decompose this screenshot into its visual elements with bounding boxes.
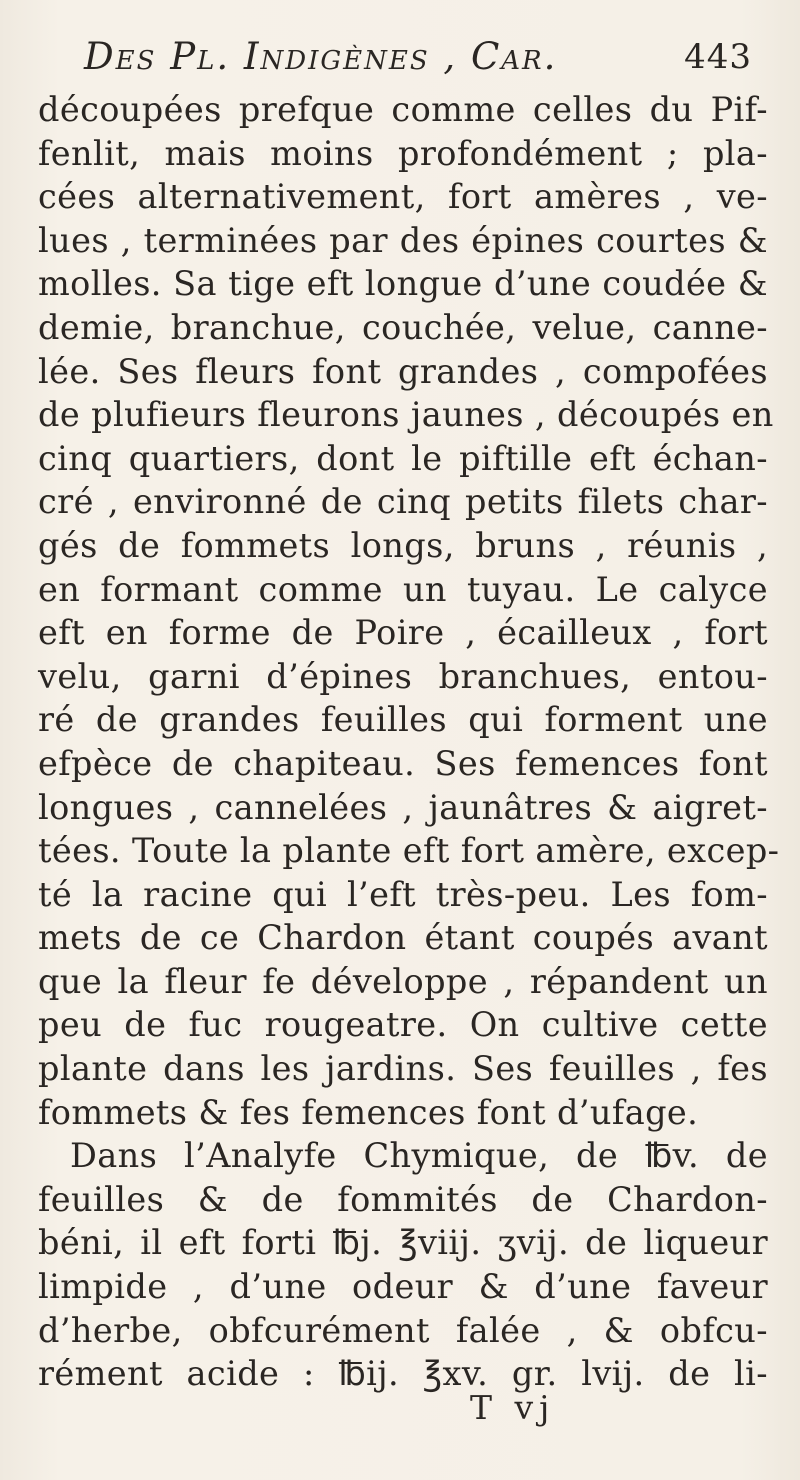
page-number: 443 [684, 37, 752, 77]
text-line: feuilles & de fommités de Chardon- [38, 1179, 768, 1219]
text-line: cées alternativement, fort amères , ve- [38, 177, 768, 217]
text-line: lée. Ses fleurs font grandes , compofées [38, 351, 768, 391]
running-title: Des Pl. Indigènes , Car. [84, 35, 558, 78]
text-line: plante dans les jardins. Ses feuilles , fes [38, 1049, 768, 1089]
text-line: velu, garni d’épines branchues, entou- [38, 656, 768, 696]
text-line: d’herbe, obfcurément falée , & obfcu- [38, 1310, 768, 1350]
running-header [84, 32, 774, 82]
text-line: de plufieurs fleurons jaunes , découpés en [38, 395, 774, 435]
text-line: limpide , d’une odeur & d’une faveur [38, 1267, 768, 1307]
text-line: cinq quartiers, dont le piftille eft échan- [38, 438, 768, 478]
body-text [38, 88, 780, 1396]
text-line: béni, il eft forti ℔j. ℥viij. ʒvij. de liqueur [38, 1223, 768, 1263]
text-line: efpèce de chapiteau. Ses femences font [38, 743, 768, 783]
text-line: fenlit, mais moins profondément ; pla- [38, 133, 768, 173]
text-line: ré de grandes feuilles qui forment une [38, 700, 768, 740]
text-line: rément acide : ℔ij. ℥xv. gr. lvij. de li- [38, 1354, 768, 1394]
text-line: que la fleur fe développe , répandent un [38, 961, 768, 1001]
text-line: eft en forme de Poire , écailleux , fort [38, 613, 768, 653]
text-line: lues , terminées par des épines courtes & [38, 220, 768, 260]
text-line: cré , environné de cinq petits filets char- [38, 482, 768, 522]
text-line: demie, branchue, couchée, velue, canne- [38, 307, 768, 347]
text-line: en formant comme un tuyau. Le calyce [38, 569, 768, 609]
text-line: mets de ce Chardon étant coupés avant [38, 918, 768, 958]
text-line: longues , cannelées , jaunâtres & aigret- [38, 787, 768, 827]
text-line: tées. Toute la plante eft fort amère, excep- [38, 831, 780, 871]
text-line: peu de fuc rougeatre. On cultive cette [38, 1005, 768, 1045]
text-line: gés de fommets longs, bruns , réunis , [38, 525, 768, 565]
text-line: té la racine qui l’eft très-peu. Les fom- [38, 874, 768, 914]
signature-mark: T vj [470, 1388, 556, 1427]
text-line: molles. Sa tige eft longue d’une coudée & [38, 264, 768, 304]
text-line: Dans l’Analyfe Chymique, de ℔v. de [70, 1136, 768, 1176]
text-line: fommets & fes femences font d’ufage. [38, 1092, 699, 1132]
text-line: découpées prefque comme celles du Pif- [38, 90, 768, 129]
